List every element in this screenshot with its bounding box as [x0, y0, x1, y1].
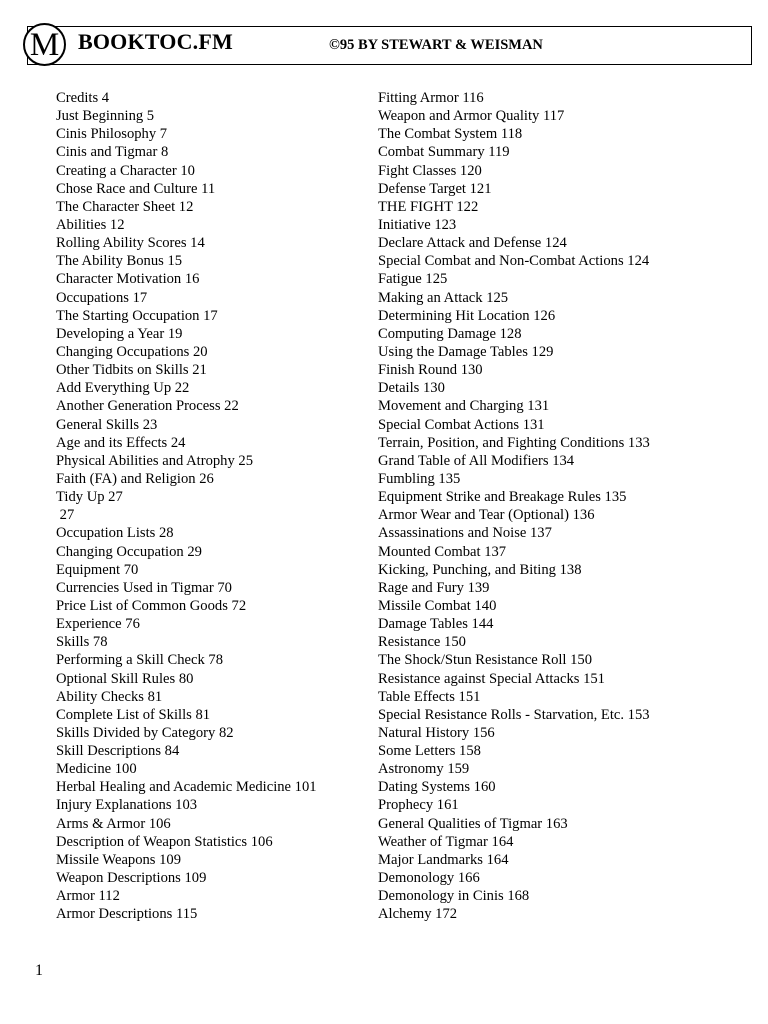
toc-entry: Resistance against Special Attacks 151 [378, 670, 605, 687]
toc-entry: Initiative 123 [378, 216, 457, 233]
toc-entry: Dating Systems 160 [378, 779, 496, 796]
toc-entry: Credits 4 [56, 90, 110, 106]
toc-entry: Chose Race and Culture 11 [56, 180, 216, 197]
toc-entry: Complete List of Skills 81 [56, 706, 211, 723]
toc-entry: Arms & Armor 106 [56, 815, 171, 832]
toc-entry: Terrain, Position, and Fighting Conditions 133 [378, 434, 650, 451]
toc-entry: Special Resistance Rolls - Starvation, Etc. 153 [378, 706, 650, 723]
toc-entry: Major Landmarks 164 [378, 851, 509, 868]
toc-entry: Performing a Skill Check 78 [56, 652, 223, 669]
toc-entry: Demonology 166 [378, 870, 480, 887]
toc-entry: THE FIGHT 122 [378, 198, 479, 215]
toc-entry: Damage Tables 144 [378, 616, 494, 633]
toc-entry: Other Tidbits on Skills 21 [56, 362, 207, 379]
toc-entry: Alchemy 172 [378, 906, 458, 923]
toc-entry: The Shock/Stun Resistance Roll 150 [378, 652, 593, 669]
toc-entry: Character Motivation 16 [56, 271, 200, 288]
toc-entry: Finish Round 130 [378, 362, 483, 379]
toc-entry: Grand Table of All Modifiers 134 [378, 452, 575, 469]
toc-entry: Medicine 100 [56, 761, 137, 778]
toc-entry: Tidy Up 27 [56, 489, 123, 506]
toc-entry: Details 130 [378, 380, 445, 397]
toc-entry: Herbal Healing and Academic Medicine 101 [56, 779, 317, 796]
toc-entry: General Skills 23 [56, 416, 158, 433]
toc-entry: Natural History 156 [378, 724, 495, 741]
toc-entry: Changing Occupation 29 [56, 543, 202, 560]
toc-entry: Age and its Effects 24 [56, 434, 186, 451]
toc-entry: Skill Descriptions 84 [56, 743, 180, 760]
toc-entry: Determining Hit Location 126 [378, 307, 556, 324]
toc-entry: Cinis and Tigmar 8 [56, 144, 169, 161]
toc-entry: Equipment 70 [56, 561, 139, 578]
toc-entry: Occupations 17 [56, 289, 148, 306]
toc-entry: The Combat System 118 [378, 126, 523, 143]
toc-entry: Skills 78 [56, 634, 108, 651]
toc-entry: Armor 112 [56, 888, 120, 905]
toc-entry: Rolling Ability Scores 14 [56, 235, 205, 252]
toc-entry: Add Everything Up 22 [56, 380, 190, 397]
toc-entry: Resistance 150 [378, 634, 466, 651]
toc-entry: Armor Wear and Tear (Optional) 136 [378, 507, 595, 524]
toc-entry: Cinis Philosophy 7 [56, 126, 168, 143]
toc-entry: Currencies Used in Tigmar 70 [56, 579, 232, 596]
toc-entry: The Ability Bonus 15 [56, 253, 183, 270]
toc-entry: Faith (FA) and Religion 26 [56, 470, 214, 487]
toc-entry: The Starting Occupation 17 [56, 307, 218, 324]
toc-entry: Prophecy 161 [378, 797, 459, 814]
toc-entry: Combat Summary 119 [378, 144, 510, 161]
toc-entry: Fumbling 135 [378, 470, 461, 487]
toc-entry: Weapon and Armor Quality 117 [378, 108, 565, 125]
toc-entry: Computing Damage 128 [378, 325, 522, 342]
toc-entry: Special Combat Actions 131 [378, 416, 545, 433]
toc-entry: Just Beginning 5 [56, 108, 155, 125]
toc-entry: Description of Weapon Statistics 106 [56, 833, 273, 850]
toc-entry: Changing Occupations 20 [56, 343, 208, 360]
toc-entry: Skills Divided by Category 82 [56, 724, 234, 741]
page-number: 1 [35, 962, 43, 979]
toc-entry: Abilities 12 [56, 216, 125, 233]
toc-entry: Experience 76 [56, 616, 140, 633]
toc-entry: Price List of Common Goods 72 [56, 597, 247, 614]
toc-entry: Assassinations and Noise 137 [378, 525, 552, 542]
toc-entry: General Qualities of Tigmar 163 [378, 815, 568, 832]
toc-entry: Rage and Fury 139 [378, 579, 490, 596]
toc-entry: Physical Abilities and Atrophy 25 [56, 452, 254, 469]
toc-entry: Fitting Armor 116 [378, 90, 484, 106]
toc-entry: Declare Attack and Defense 124 [378, 235, 567, 252]
toc-entry: Fight Classes 120 [378, 162, 482, 179]
toc-entry: Missile Combat 140 [378, 597, 497, 614]
toc-entry: Missile Weapons 109 [56, 851, 182, 868]
toc-entry: Equipment Strike and Breakage Rules 135 [378, 489, 627, 506]
toc-entry: Table Effects 151 [378, 688, 481, 705]
toc-entry: Mounted Combat 137 [378, 543, 507, 560]
logo-letter: M [29, 26, 60, 63]
toc-entry: Developing a Year 19 [56, 325, 183, 342]
toc-entry: Injury Explanations 103 [56, 797, 198, 814]
toc-left-column [56, 89, 356, 923]
toc-entry: The Character Sheet 12 [56, 198, 194, 215]
toc-entry: Optional Skill Rules 80 [56, 670, 194, 687]
toc-right-column [378, 89, 748, 923]
toc-entry: Weapon Descriptions 109 [56, 870, 207, 887]
toc-entry: Using the Damage Tables 129 [378, 343, 554, 360]
toc-entry: Defense Target 121 [378, 180, 492, 197]
toc-entry: Occupation Lists 28 [56, 525, 174, 542]
toc-entry: Demonology in Cinis 168 [378, 888, 530, 905]
toc-entry: Kicking, Punching, and Biting 138 [378, 561, 582, 578]
toc-entry: 27 [56, 507, 75, 524]
toc-entry: Ability Checks 81 [56, 688, 163, 705]
toc-entry: Special Combat and Non-Combat Actions 124 [378, 253, 650, 270]
copyright-notice: ©95 BY STEWART & WEISMAN [329, 37, 543, 53]
document-filename: BOOKTOC.FM [78, 29, 233, 54]
toc-entry: Creating a Character 10 [56, 162, 195, 179]
toc-entry: Astronomy 159 [378, 761, 470, 778]
toc-entry: Movement and Charging 131 [378, 398, 550, 415]
toc-entry: Armor Descriptions 115 [56, 906, 198, 923]
toc-entry: Weather of Tigmar 164 [378, 833, 514, 850]
logo-icon [23, 23, 66, 66]
toc-entry: Making an Attack 125 [378, 289, 509, 306]
toc-entry: Some Letters 158 [378, 743, 481, 760]
toc-entry: Fatigue 125 [378, 271, 448, 288]
toc-entry: Another Generation Process 22 [56, 398, 239, 415]
